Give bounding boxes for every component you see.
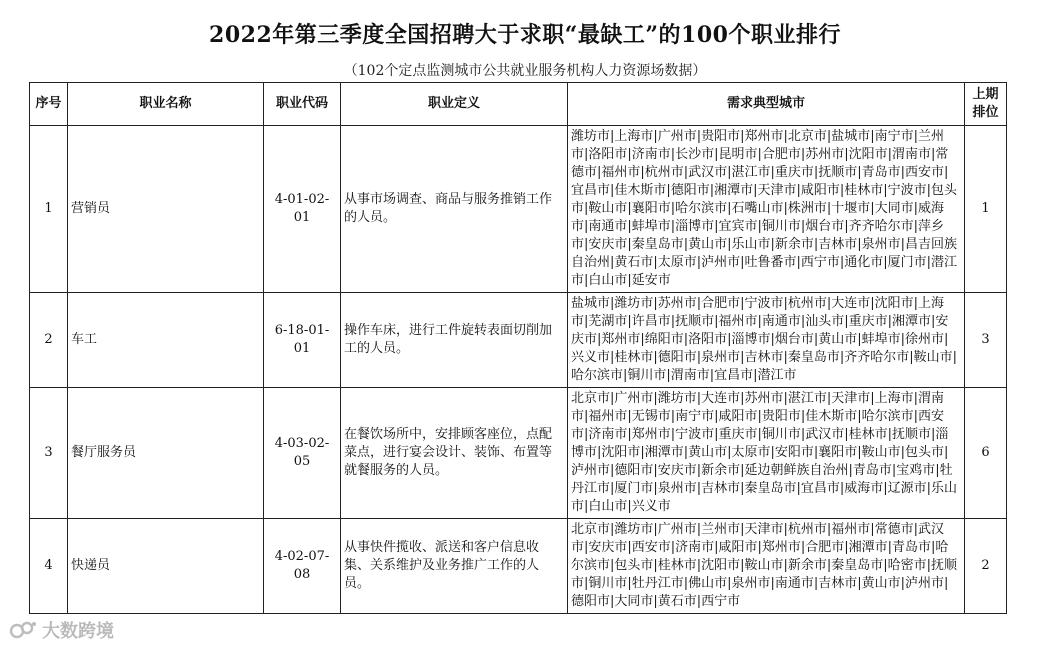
- cell-typical-cities: 北京市|潍坊市|广州市|兰州市|天津市|杭州市|福州市|常德市|武汉市|安庆市|西安市|济南市|咸阳市|郑州市|合肥市|湘潭市|青岛市|哈尔滨市|包头市|桂林市|沈阳市|鞍山市|新余市|秦皇岛市|哈密市|抚顺市|铜川市|牡丹江市|佛山市|泉州市|南通市|吉林市|黄山市|泸州市|德阳市|大同市|黄石市|西宁市: [568, 519, 965, 614]
- header-rank: 序号: [30, 83, 68, 126]
- cell-occupation-definition: 从事市场调查、商品与服务推销工作的人员。: [341, 126, 568, 293]
- cell-rank: 3: [30, 388, 68, 519]
- header-occupation-code: 职业代码: [264, 83, 341, 126]
- cell-occupation-code: 4-01-02-01: [264, 126, 341, 293]
- cell-occupation-name: 营销员: [68, 126, 264, 293]
- cell-typical-cities: 北京市|广州市|潍坊市|大连市|苏州市|湛江市|天津市|上海市|渭南市|福州市|无锡市|南宁市|咸阳市|贵阳市|佳木斯市|哈尔滨市|西安市|济南市|郑州市|宁波市|重庆市|铜川市|武汉市|桂林市|抚顺市|淄博市|沈阳市|湘潭市|黄山市|太原市|安阳市|襄阳市|鞍山市|包头市|泸州市|德阳市|安庆市|新余市|延边朝鲜族自治州|青岛市|宝鸡市|牡丹江市|厦门市|泉州市|吉林市|秦皇岛市|宜昌市|威海市|辽源市|乐山市|白山市|兴义市: [568, 388, 965, 519]
- cell-occupation-code: 4-02-07-08: [264, 519, 341, 614]
- table-row: [30, 126, 1007, 293]
- cell-occupation-name: 餐厅服务员: [68, 388, 264, 519]
- cell-occupation-code: 6-18-01-01: [264, 293, 341, 388]
- link-icon: [8, 620, 38, 640]
- cell-occupation-code: 4-03-02-05: [264, 388, 341, 519]
- header-previous-rank: [965, 83, 1007, 126]
- occupation-table: [29, 82, 1007, 614]
- cell-occupation-definition: 在餐饮场所中，安排顾客座位，点配菜点，进行宴会设计、装饰、布置等就餐服务的人员。: [341, 388, 568, 519]
- table-row: [30, 388, 1007, 519]
- header-previous-rank-line1: 上期: [972, 87, 999, 102]
- table-row: [30, 519, 1007, 614]
- cell-previous-rank: 3: [965, 293, 1007, 388]
- cell-occupation-name: 快递员: [68, 519, 264, 614]
- cell-previous-rank: 2: [965, 519, 1007, 614]
- header-occupation-definition: 职业定义: [341, 83, 568, 126]
- cell-typical-cities: 潍坊市|上海市|广州市|贵阳市|郑州市|北京市|盐城市|南宁市|兰州市|洛阳市|济南市|长沙市|昆明市|合肥市|苏州市|沈阳市|渭南市|常德市|福州市|杭州市|武汉市|湛江市|重庆市|抚顺市|青岛市|西安市|宜昌市|佳木斯市|德阳市|湘潭市|天津市|咸阳市|桂林市|宁波市|包头市|鞍山市|襄阳市|哈尔滨市|石嘴山市|株洲市|十堰市|大同市|威海市|南通市|蚌埠市|淄博市|宜宾市|铜川市|烟台市|齐齐哈尔市|萍乡市|安庆市|秦皇岛市|黄山市|乐山市|新余市|吉林市|泉州市|昌吉回族自治州|黄石市|太原市|泸州市|吐鲁番市|西宁市|通化市|厦门市|潜江市|白山市|延安市: [568, 126, 965, 293]
- cell-occupation-definition: 从事快件揽收、派送和客户信息收集、关系维护及业务推广工作的人员。: [341, 519, 568, 614]
- cell-occupation-definition: 操作车床，进行工件旋转表面切削加工的人员。: [341, 293, 568, 388]
- header-typical-cities: 需求典型城市: [568, 83, 965, 126]
- watermark-text: 大数跨境: [42, 621, 114, 642]
- cell-previous-rank: 1: [965, 126, 1007, 293]
- table-row: [30, 293, 1007, 388]
- cell-rank: 4: [30, 519, 68, 614]
- cell-rank: 2: [30, 293, 68, 388]
- cell-rank: 1: [30, 126, 68, 293]
- header-occupation-name: 职业名称: [68, 83, 264, 126]
- watermark: [8, 618, 114, 642]
- page-title: 2022年第三季度全国招聘大于求职“最缺工”的100个职业排行: [209, 22, 841, 48]
- cell-typical-cities: 盐城市|潍坊市|苏州市|合肥市|宁波市|杭州市|大连市|沈阳市|上海市|芜湖市|许昌市|抚顺市|福州市|南通市|汕头市|重庆市|湘潭市|安庆市|郑州市|绵阳市|洛阳市|淄博市|烟台市|黄山市|蚌埠市|徐州市|兴义市|桂林市|德阳市|泉州市|吉林市|秦皇岛市|齐齐哈尔市|鞍山市|哈尔滨市|铜川市|渭南市|宜昌市|潜江市: [568, 293, 965, 388]
- cell-previous-rank: 6: [965, 388, 1007, 519]
- page-subtitle: （102个定点监测城市公共就业服务机构人力资源场数据）: [343, 63, 707, 79]
- table-header-row: [30, 83, 1007, 126]
- cell-occupation-name: 车工: [68, 293, 264, 388]
- header-previous-rank-line2: 排位: [972, 105, 999, 120]
